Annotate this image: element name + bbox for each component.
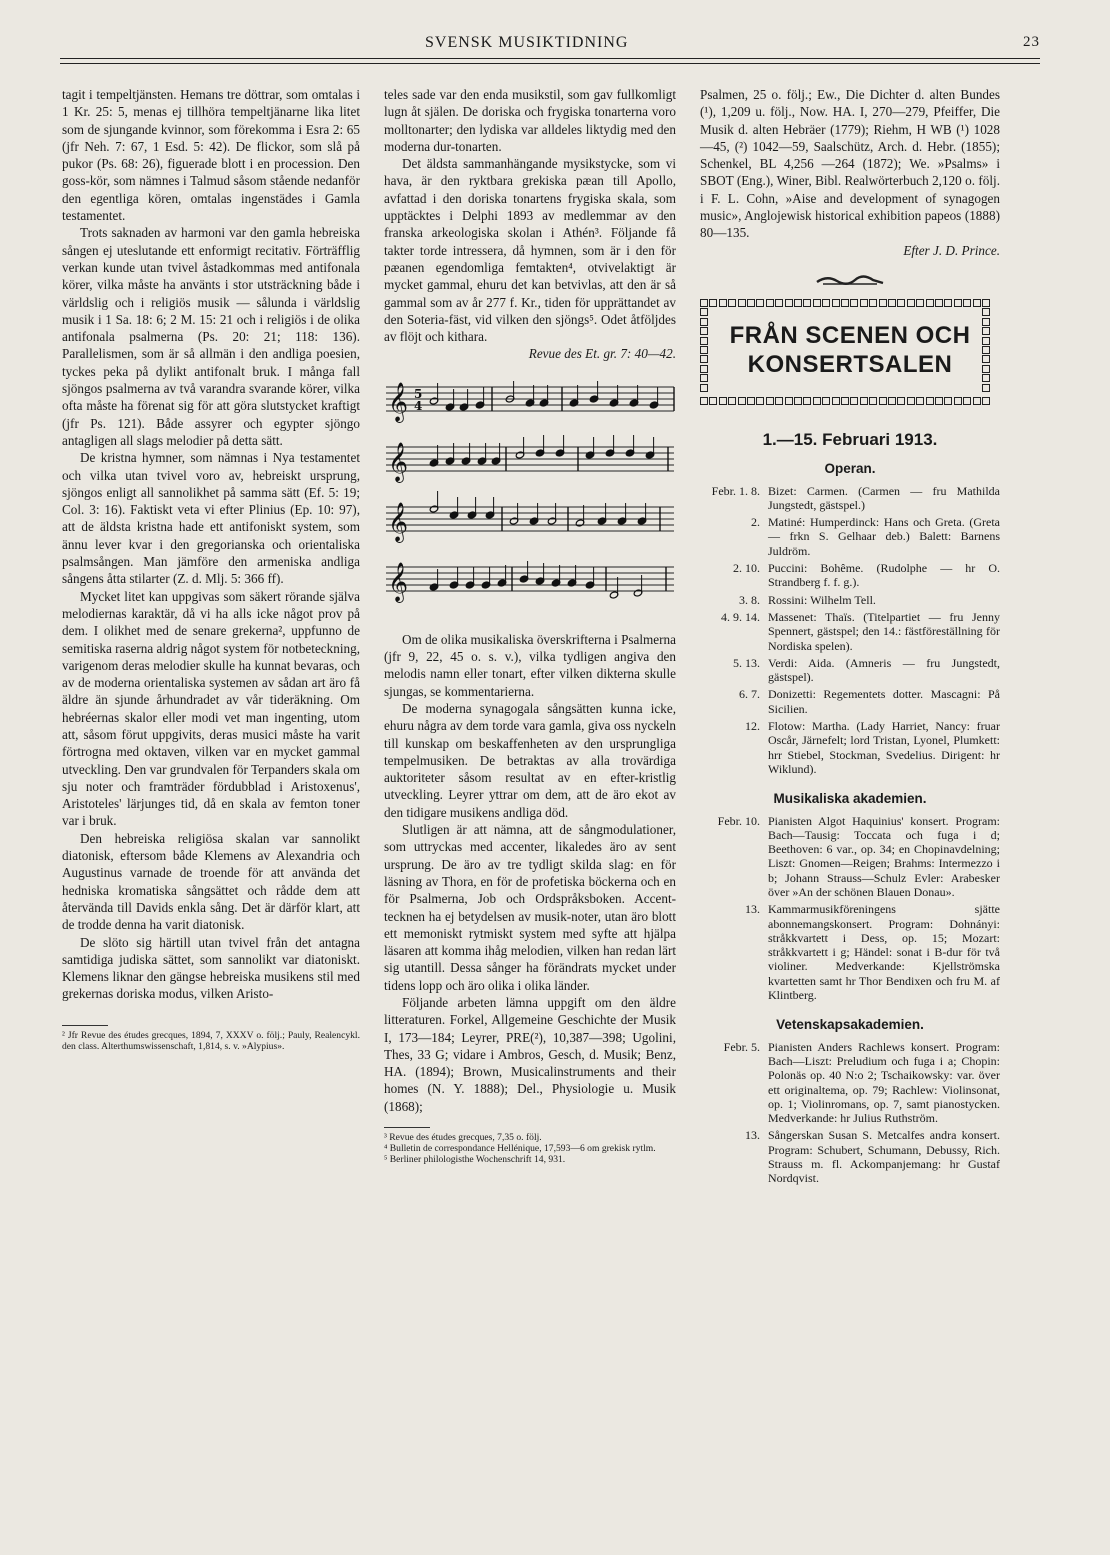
border-square [719,299,727,307]
event-date: 5. 13. [733,655,760,670]
paragraph: Följande arbeten lämna uppgift om den äldre litteraturen. Forkel, Allgemeine Geschichte der Musik I, 173—184; Leyrer, PRE(²), 10,387—398; Ugolini, Thes, 33 G; vidare i Ambros, Gesch, d. Musik; Benz, HA. (1894); Brown, Musicalinstruments and their homes (N. Y. 1888); Del., Physiologie u. Musik (1868); [384,994,676,1114]
border-square [860,397,868,405]
border-square [841,299,849,307]
border-square [982,397,990,405]
border-square [850,397,858,405]
border-square [982,384,990,392]
event-entry [700,719,1000,776]
section-title-line-2: KONSERTSALEN [747,350,953,378]
border-square [879,397,887,405]
music-caption: Revue des Et. gr. 7: 40—42. [528,346,676,362]
column-1 [62,86,360,1052]
event-entry [700,484,1000,513]
event-text: Rossini: Wilhelm Tell. [768,592,876,607]
paragraph: De slöto sig härtill utan tvivel från det antagna samtidiga judiska sättet, som sannolikt var diatoniskt. Klemens liknar den gängse hebreiska musikens stil med grekernas doriska modus, vilken Aristo- [62,934,360,1002]
section-title-box [700,299,1000,405]
paragraph: Det äldsta sammanhängande mysikstycke, som vi hava, är den ryktbara grekiska pæan till Apollo, avfattad i den doriska tonartens frygiska skala, som upptäcktes i Delphi 1893 av medlemmar av den franska arkeologiska skolan i Athén³. Följande få takter torde intressera, då hymnen, som är i den för pæanen egendomliga femtakten⁴, otvivelaktigt är mycket gammal, ehuru det kan betvivlas, att den är så gammal som av år 277 f. Kr., tiden för upprättandet av den Soteria-fäst, vid vilken den sjöngs⁵. Odet åtföljdes av flöjt och kithara. [384,156,676,345]
border-square [963,299,971,307]
border-square [973,397,981,405]
border-square [926,397,934,405]
treble-clef-icon: 𝄞 [388,381,409,422]
border-square [794,299,802,307]
event-text: Kammarmusikföreningens sjätte abonnemangskonsert. Program: Dohnányi: stråkkvartett i Dess, op. 15; Mozart: stråkkvartett i g; Händel: sonat i B-dur för två violiner. Medverkande: Kjellströmska kvartetten samt hr Thor Bendixen och fru M. af Klintberg. [768,902,1000,1003]
footnote: ³ Revue des études grecques, 7,35 o. följ. [384,1132,542,1144]
border-square [775,397,783,405]
border-square [738,397,746,405]
border-square [700,397,708,405]
border-square [982,355,990,363]
border-square [860,299,868,307]
music-staves-svg [384,375,676,615]
vetenskap-heading: Vetenskapsakademien. [776,1017,924,1033]
event-entry [700,593,1000,607]
border-square [700,346,708,354]
event-date: 13. [745,902,760,917]
footnote-rule [62,1025,108,1026]
paragraph: Den hebreiska religiösa skalan var sannolikt diatonisk, eftersom både Klemens av Alexandria och Augustinus varnade de troende för att använda det hedniska kromatiska sångsättet och rådde dem att återvända till Davids enkla sång. Det är därför klart, att de trodde denna ha varit diatonisk. [62,830,360,933]
time-signature-top: 5 [414,386,423,401]
event-date: 12. [745,719,760,734]
event-date: 13. [745,1128,760,1143]
date-range-heading: 1.—15. Februari 1913. [762,429,938,449]
border-square [766,397,774,405]
music-notation [384,375,676,615]
footnote: ⁴ Bulletin de correspondance Hellénique, 17,593—6 om grekisk rytlm. [384,1143,656,1155]
event-text: Verdi: Aida. (Amneris — fru Jungstedt, gästspel). [768,655,1000,685]
border-square [747,299,755,307]
event-text: Pianisten Anders Rachlews konsert. Program: Bach—Liszt: Preludium och fuga i a; Chopin: Polonäs op. 40 N:o 2; Tschaikowsky: var. över ett originaltema, op. 79; Rachlew: Violinsonat, op. 1; Violinromans, op. 7, samt pianostycken. Medverkande: hr Julius Ruthström. [768,1039,1000,1126]
border-square [803,299,811,307]
paragraph: Trots saknaden av harmoni var den gamla hebreiska sången ej uteslutande ett enformigt recitativ. Förträfflig verkan kunde utan tvivel åstadkommas med antifonala körer, vilka måste ha använts i stor utsträckning både i världslig och i religiös musik — sålunda i världslig musik i 1 Sa. 18: 6; 2 M. 15: 21 och i religiös i de olika antifonala psalmerna (Ps. 20: 21; 118: 136). Parallelismen, som är så allmän i den andliga poesien, tyckes peka på dylikt antifonalt bruk. I många fall sjöngos psalmerna av två varandra svarande körer, vilka ofta måste ha förenat sig för att göra slutstycket kraftigt (jfr Ps. 121). Både assyrer och egypter sjöngo antagligen all slags melodier på detta sätt. [62,225,360,448]
border-square [982,318,990,326]
event-entry [700,610,1000,653]
paragraph: De kristna hymner, som nämnas i Nya testamentet och vilka utan tvivel voro av, hebreiskt ursprung, sjöngos enligt all sannolikhet på samma sätt (Ef. 5: 19; Col. 3: 16). Faktiskt veta vi efter Plinius (Ep. 10: 97), att de äldsta kristna hade ett antifoniskt system, som ännu lever kvar i den gregorianska och orientaliska psalmsången. Man jämföre den armeniska andliga sångens åtta stilarter (Z. d. Mlj. 5: 366 ff). [62,450,360,587]
event-date: 3. 8. [739,592,760,607]
paragraph: teles sade var den enda musikstil, som gav fullkomligt lugn åt själen. De doriska och frygiska tonarterna voro molltonarter; den lydiska var alldeles liktydig med den moderna dur-tonarten. [384,87,676,154]
border-square [982,337,990,345]
operan-events [700,484,1000,777]
akademien-events [700,814,1000,1003]
footnote: ⁵ Berliner philologisthe Wochenschrift 14, 931. [384,1154,566,1166]
border-square [954,299,962,307]
event-entry [700,1040,1000,1126]
border-square [766,299,774,307]
event-date: Febr. 1. 8. [711,483,760,498]
border-square [916,397,924,405]
border-square [982,346,990,354]
border-square [700,355,708,363]
paragraph: De moderna synagogala sångsätten kunna icke, ehuru några av dem torde vara gamla, giva oss nyckeln till kunskap om beskaffenheten av den ursprungliga tempelmusiken. De betraktas av alla trovärdiga auktoriteter såsom resultat av en efter-kristlig utveckling. Leyrer yttrar om dem, att de äro ekot av den tidigare musikens andliga död. [384,700,676,820]
border-square [963,397,971,405]
event-entry [700,515,1000,558]
event-date: 6. 7. [739,687,760,702]
border-square [944,299,952,307]
border-square [982,327,990,335]
border-square [719,397,727,405]
border-square [935,299,943,307]
event-entry [700,902,1000,1002]
border-square [700,365,708,373]
border-square [926,299,934,307]
border-square [813,299,821,307]
border-square [888,299,896,307]
ornament [700,273,1000,287]
section-title-line-1: FRÅN SCENEN OCH [729,321,971,349]
treble-clef-icon: 𝄞 [388,501,409,542]
event-text: Bizet: Carmen. (Carmen — fru Mathilda Jungstedt, gästspel.) [768,483,1000,512]
border-square [832,299,840,307]
border-square [982,299,990,307]
border-square [822,299,830,307]
paragraph: tagit i tempeltjänsten. Hemans tre döttrar, som omtalas i 1 Kr. 25: 5, menas ej tillhöra tempeltjänarne lika litet som de sjungande kvinnor, som förekomma i Esra 2: 65 (jfr Neh. 7: 67, 1 Esd. 5: 42). De flickor, som slå på pukor (Ps. 68: 26), figuerade blott i en procession. Den goss-kör, som nämnes i Talmud såsom stående nedanför den egentliga kören, omtalas ingenstädes i Gamla testamentet. [62,87,360,224]
border-square [907,397,915,405]
border-square [756,397,764,405]
akademien-heading: Musikaliska akademien. [773,791,927,807]
event-date: 2. 10. [733,561,760,576]
treble-clef-icon: 𝄞 [388,441,409,482]
border-square [709,299,717,307]
border-square [935,397,943,405]
border-square [700,299,708,307]
border-square [785,299,793,307]
border-square [728,299,736,307]
border-square [869,397,877,405]
border-square [785,397,793,405]
operan-heading: Operan. [824,461,876,477]
border-square [850,299,858,307]
border-square [888,397,896,405]
event-text: Puccini: Bohême. (Rudolphe — hr O. Strandberg f. f. g.). [768,561,1000,590]
event-date: 2. [751,515,760,530]
section-title [722,321,978,379]
event-text: Donizetti: Regementets dotter. Mascagni: På Sicilien. [768,687,1000,716]
publication-title: SVENSK MUSIKTIDNING [425,34,629,51]
border-square [747,397,755,405]
paragraph: Slutligen är att nämna, att de sångmodulationer, som uttryckas med accenter, likaledes äro av sent ursprung. De äro av tre tydligt skilda slag: en för läsning av Thora, en för de profetiska böckerna och en för Psalmerna, Job och Ordspråksboken. Accent-tecknen ha ej betydelsen av musik-noter, utan äro blott ett memoniskt rytmiskt system med syfte att hjälpa läsaren att komma ihåg melodien, vilken han redan lärt sig utantill. Dessa sånger ha förändrats mycket under tidens lopp och äro olika i olika länder. [384,822,676,993]
border-square [709,397,717,405]
border-square [700,374,708,382]
paragraph: Psalmen, 25 o. följ.; Ew., Die Dichter d. alten Bundes (¹), 1,209 u. följ., Now. HA. I, 270—279, Pfeiffer, Die Musik d. alten Hebräer (1779); Riehm, H WB (¹) 1028—45, (²) 1042—59, Saalschütz, Arch. d. Hebr. (1855); Schenkel, BL 4,256 —264 (1872); We. »Psalms» i SBOT (Eng.), Winer, Bibl. Realwörterbuch 2,120 o. följ. i F. L. Cohn, »Aise and development of synagogen music», Anglojewisk historical exhibition papeos (1888) 80—135. [700,87,1000,241]
time-signature-bottom: 4 [414,398,423,413]
border-square [897,299,905,307]
border-square [794,397,802,405]
border-square [954,397,962,405]
event-date: 4. 9. 14. [721,609,760,624]
paragraph: Mycket litet kan uppgivas som säkert rörande själva melodiernas karaktär, då vi ha alls icke något prov på dem. I olikhet med de senare grekerna², uppfunno de semitiska raserna aldrig något system för notbeteckning, varigenom deras melodier skulle ha kunnat bevaras, och av de moderna orientaliska systemen av sådan art äro få äldre än sjunde århundradet av vår tideräkning. Om hebréernas skalor eller modi vet man ingenting, utom att, såsom förut uppgivits, deras musici måste ha varit förtrogna med oktaven, vilken var en mycket gammal utveckling. Den var grundvalen för Terpanders skala om sju noter och framträder fördubblad i Aristoxenus', Aristoteles' lärjunges tid, då en skala av femton toner var i bruk. [62,588,360,829]
border-square [869,299,877,307]
border-square [982,374,990,382]
event-entry [700,687,1000,716]
border-square [803,397,811,405]
border-square [944,397,952,405]
border-square [879,299,887,307]
border-square [813,397,821,405]
border-square [841,397,849,405]
event-text: Matiné: Humperdinck: Hans och Greta. (Greta — frkn S. Gelhaar deb.) Balett: Barnens Juldröm. [768,515,1000,558]
border-square [700,337,708,345]
border-square [700,318,708,326]
flourish-ornament-icon [815,274,885,286]
border-square [982,365,990,373]
event-entry [700,1128,1000,1185]
event-date: Febr. 10. [717,813,760,828]
footnote: ² Jfr Revue des études grecques, 1894, 7, XXXV o. följ.; Pauly, Realencykl. den class. Alterthumswissenschaft, 1,814, s. v. »Alypius». [62,1029,360,1052]
footnotes [62,1030,360,1052]
border-square [775,299,783,307]
treble-clef-icon: 𝄞 [388,561,409,602]
border-square [897,397,905,405]
column-3 [700,86,1000,1189]
border-square [832,397,840,405]
border-square [907,299,915,307]
event-text: Sångerskan Susan S. Metcalfes andra konsert. Program: Schubert, Schumann, Debussy, Rich. Strauss m. fl. Ackompanjemang: hr Gustaf Nordqvist. [768,1128,1000,1186]
border-square [738,299,746,307]
page-number: 23 [1023,34,1040,50]
paragraph: Om de olika musikaliska överskrifterna i Psalmerna (jfr 9, 22, 45 o. s. v.), vilka tydligen angiva den melodis namn eller tonart, efter vilken dikterna skulle sjungas, se kommentarierna. [384,631,676,699]
event-text: Massenet: Thaïs. (Titelpartiet — fru Jenny Spennert, gästspel; den 14.: fästföreställning för Nordiska spelen). [768,609,1000,653]
footnote-rule [384,1127,430,1128]
border-square [700,327,708,335]
border-square [973,299,981,307]
header-rule [60,58,1040,64]
border-square [756,299,764,307]
event-entry [700,814,1000,900]
border-square [700,384,708,392]
border-square [700,308,708,316]
running-head [30,34,1040,54]
event-text: Flotow: Martha. (Lady Harriet, Nancy: fruar Oscår, Järnefelt; lord Tristan, Lyonel, Plumkett: hrr Stiebel, Stockman, Svedelius. Dirigent: hr Wiklund). [768,719,1000,776]
event-entry [700,561,1000,590]
column-2 [384,86,676,1165]
border-square [822,397,830,405]
event-date: Febr. 5. [723,1039,760,1054]
event-text: Pianisten Algot Haquinius' konsert. Program: Bach—Tausig: Toccata och fuga i d; Beethoven: 6 var., op. 34; en Chopinavdelning; Liszt: Gnomen—Reigen; Brahms: Intermezzo i b; Johann Strauss—Schulz Evler: Arabesker över »An der schönen Blauen Donau». [768,813,1000,899]
vetenskap-events [700,1040,1000,1186]
footnotes [384,1132,676,1165]
event-entry [700,656,1000,685]
border-square [982,308,990,316]
border-square [728,397,736,405]
border-square [916,299,924,307]
article-signature: Efter J. D. Prince. [903,242,1000,258]
